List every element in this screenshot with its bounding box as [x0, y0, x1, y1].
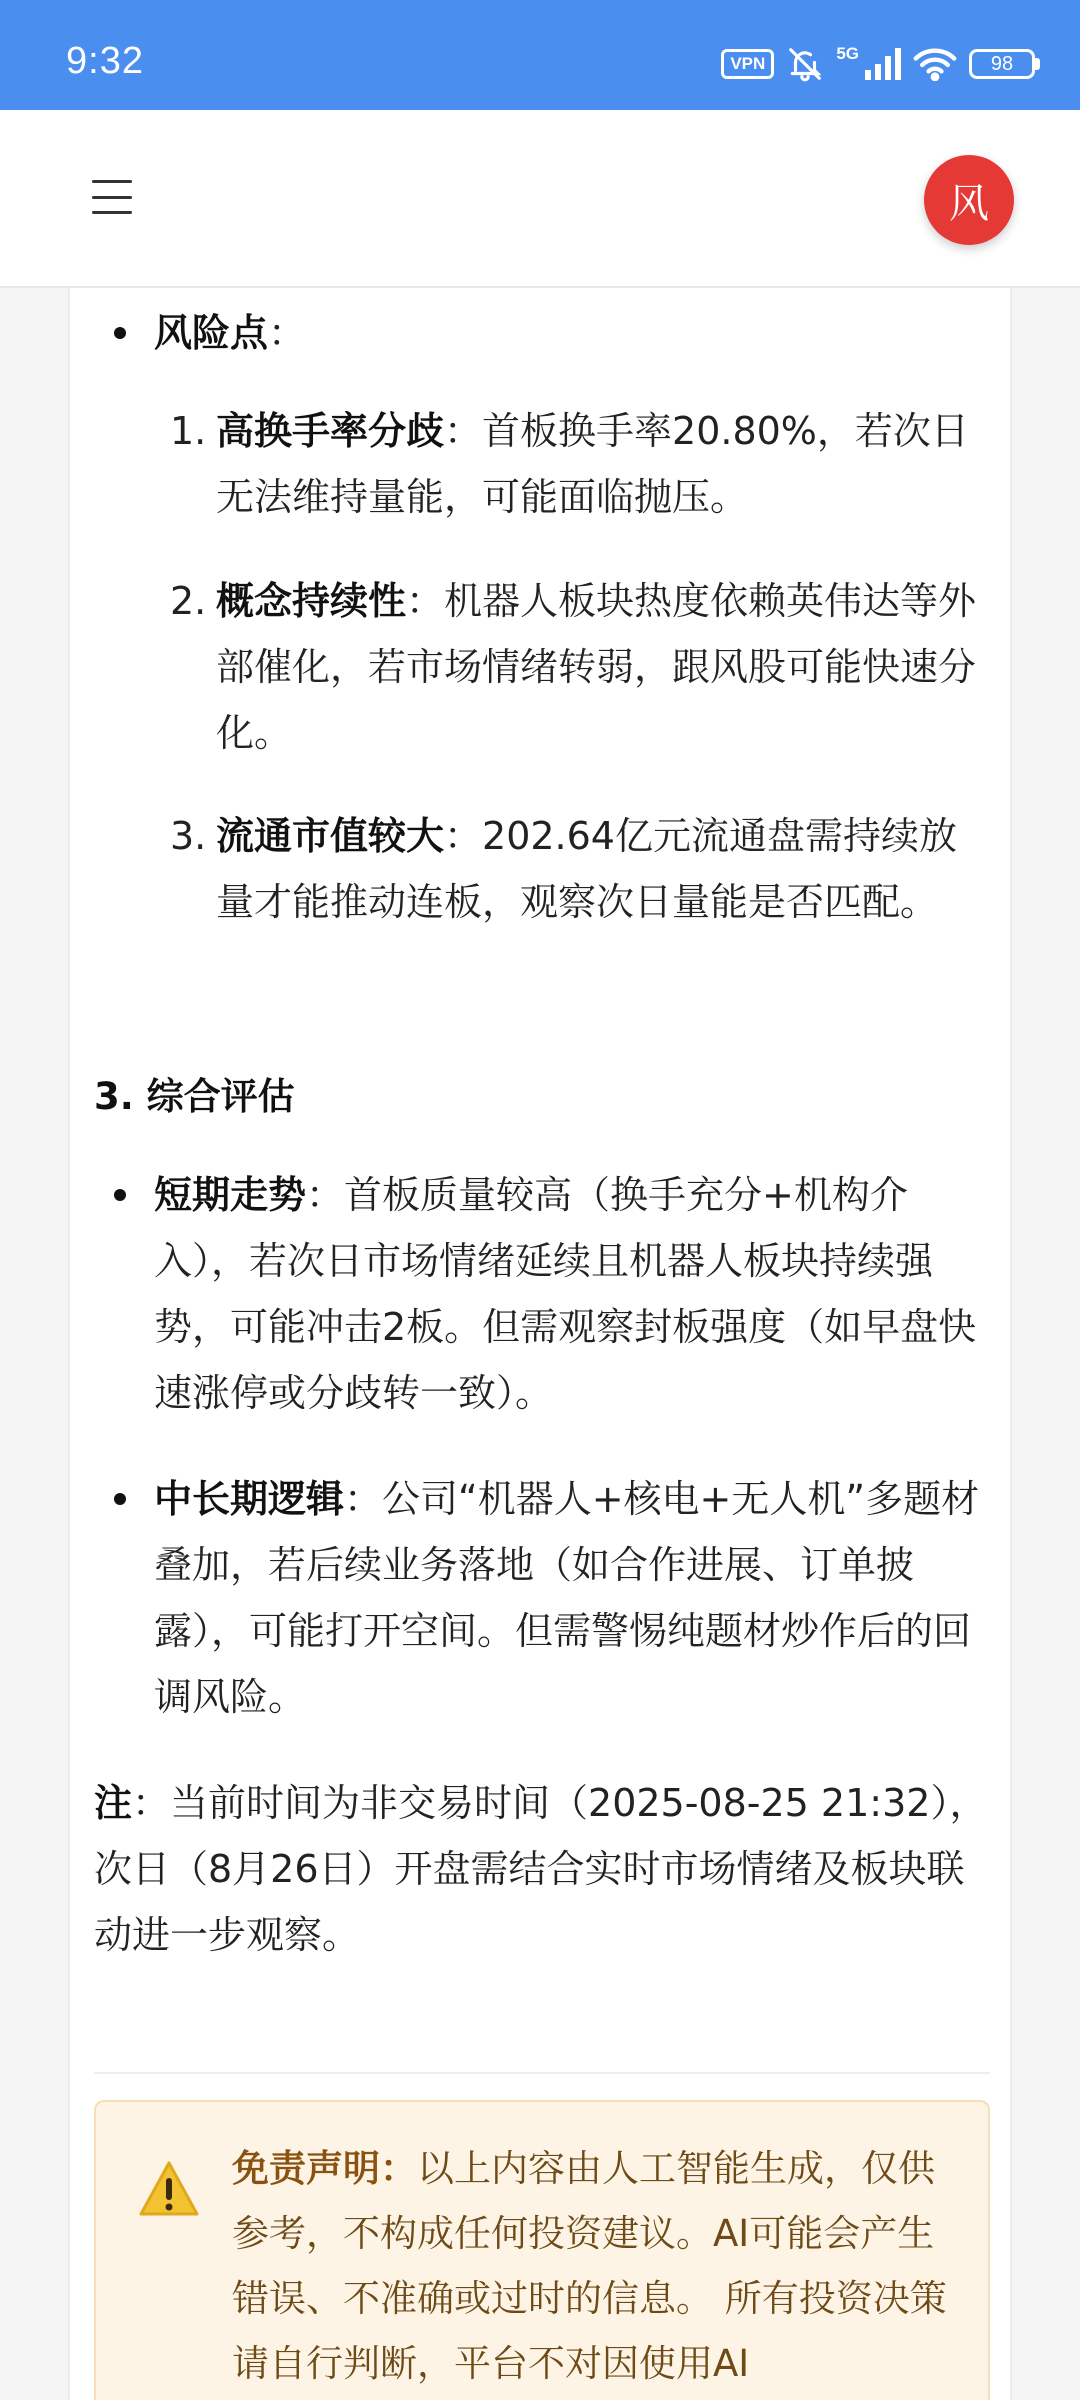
- risk-number: 2.: [170, 579, 207, 623]
- message-card: [68, 288, 1012, 2400]
- note-text: ：当前时间为非交易时间（2025-08-25 21:32），次日（8月26日）开盘需结合实时市场情绪及板块联动进一步观察。: [94, 1781, 988, 1957]
- bell-muted-icon: [786, 45, 824, 83]
- colon: ：: [268, 311, 307, 355]
- section-title: 3. 综合评估: [94, 1075, 295, 1118]
- risk-heading: 风险点: [154, 311, 269, 355]
- battery-level: 98: [969, 49, 1035, 79]
- wifi-icon: [913, 47, 957, 81]
- note-paragraph: [94, 1770, 994, 1968]
- status-bar: [0, 0, 1080, 110]
- network-type: 5G: [836, 44, 859, 63]
- assessment-item-2: [94, 1466, 994, 1730]
- avatar[interactable]: 风: [924, 155, 1014, 245]
- battery-tip: [1035, 58, 1040, 70]
- divider: [94, 2072, 990, 2074]
- risk-title: 概念持续性: [216, 579, 407, 623]
- assessment-text: ：公司“机器人+核电+无人机”多题材叠加，若后续业务落地（如合作进展、订单披露），可能打开空间。但需警惕纯题材炒作后的回调风险。: [154, 1477, 980, 1719]
- warning-icon: [138, 2160, 200, 2218]
- risk-title: 高换手率分歧: [216, 409, 445, 453]
- risk-heading-item: [94, 300, 994, 366]
- risk-text: ：首板换手率20.80%，若次日无法维持量能，可能面临抛压。: [216, 409, 969, 519]
- disclaimer-label: 免责声明：: [232, 2147, 417, 2190]
- disclaimer-text-block: [232, 2136, 962, 2396]
- risk-text: ：机器人板块热度依赖英伟达等外部催化，若市场情绪转弱，跟风股可能快速分化。: [216, 579, 977, 755]
- assessment-item-1: [94, 1162, 994, 1426]
- status-icons: [721, 44, 1040, 84]
- risk-item-1: [94, 398, 994, 530]
- battery-icon: [969, 49, 1040, 79]
- risk-item-3: [94, 803, 994, 935]
- menu-icon[interactable]: [92, 180, 132, 214]
- note-label: 注: [94, 1781, 133, 1825]
- disclaimer-text: 以上内容由人工智能生成，仅供参考，不构成任何投资建议。AI可能会产生错误、不准确或过时的信息。 所有投资决策请自行判断，平台不对因使用AI: [232, 2147, 947, 2385]
- risk-number: 1.: [170, 409, 207, 453]
- risk-item-2: [94, 568, 994, 766]
- app-header: [0, 110, 1080, 288]
- disclaimer-box: [94, 2100, 990, 2400]
- risk-number: 3.: [170, 814, 207, 858]
- assessment-title: 短期走势: [154, 1173, 307, 1217]
- risk-text: ：202.64亿元流通盘需持续放量才能推动连板，观察次日量能是否匹配。: [216, 814, 957, 924]
- assessment-title: 中长期逻辑: [154, 1477, 345, 1521]
- status-time: 9:32: [66, 40, 144, 82]
- signal-icon: [865, 48, 901, 80]
- vpn-icon: VPN: [721, 49, 774, 79]
- risk-title: 流通市值较大: [216, 814, 445, 858]
- assessment-text: ：首板质量较高（换手充分+机构介入），若次日市场情绪延续且机器人板块持续强势，可能冲击2板。但需观察封板强度（如早盘快速涨停或分歧转一致）。: [154, 1173, 977, 1415]
